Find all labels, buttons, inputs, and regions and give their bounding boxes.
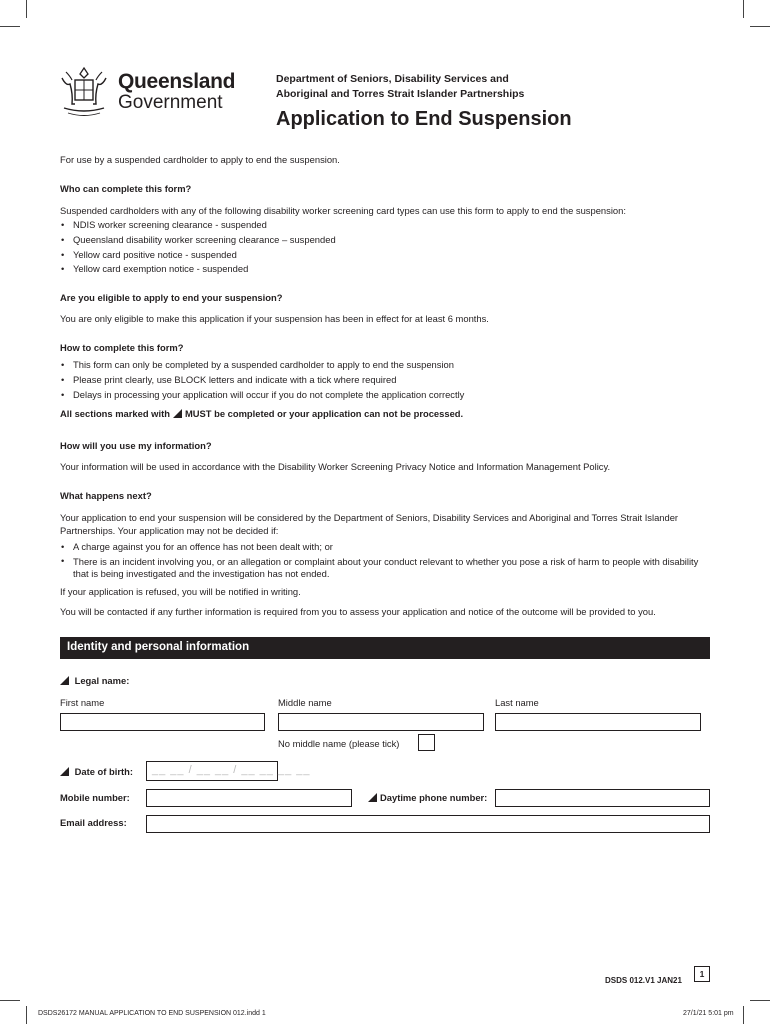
coat-of-arms-icon — [58, 64, 110, 120]
mandatory-triangle-icon — [60, 767, 69, 776]
page-title: Application to End Suspension — [276, 108, 572, 130]
first-name-field[interactable] — [60, 713, 265, 731]
mandatory-note — [60, 408, 463, 419]
legal-name-text: Legal name: — [74, 675, 130, 686]
list-item: • Yellow card exemption notice - suspended — [60, 262, 710, 277]
crop-mark — [0, 1000, 20, 1001]
queensland-government-logo — [58, 64, 236, 120]
list-item: • A charge against you for an offence has not been dealt with; or — [60, 540, 710, 555]
mandatory-note-pre: All sections marked with — [60, 408, 170, 419]
eligible-text: You are only eligible to make this application if your suspension has been in effect for at least 6 months. — [60, 313, 489, 324]
crop-mark — [750, 26, 770, 27]
list-item: • This form can only be completed by a suspended cardholder to apply to end the suspension — [60, 358, 710, 373]
next-list — [60, 540, 710, 581]
legal-name-label — [60, 675, 129, 686]
crop-mark — [0, 26, 20, 27]
crop-mark — [26, 0, 27, 18]
last-name-field[interactable] — [495, 713, 701, 731]
how-list — [60, 358, 710, 402]
eligible-heading: Are you eligible to apply to end your suspension? — [60, 292, 283, 303]
refused-text: If your application is refused, you will be notified in writing. — [60, 586, 301, 597]
mobile-label: Mobile number: — [60, 792, 130, 803]
email-label: Email address: — [60, 817, 127, 828]
list-item: • Delays in processing your application will occur if you do not complete the application correctly — [60, 388, 710, 403]
form-code: DSDS 012.V1 JAN21 — [605, 976, 682, 985]
crop-mark — [743, 1006, 744, 1024]
who-list — [60, 218, 710, 277]
section-title: Identity and personal information — [67, 641, 250, 653]
dept-line2: Aboriginal and Torres Strait Islander Partnerships — [276, 88, 525, 100]
last-name-label: Last name — [495, 697, 539, 708]
who-heading: Who can complete this form? — [60, 183, 192, 194]
list-item: • Queensland disability worker screening clearance – suspended — [60, 233, 710, 248]
list-item: • Yellow card positive notice - suspended — [60, 248, 710, 263]
email-field[interactable] — [146, 815, 710, 833]
dept-line1: Department of Seniors, Disability Services and — [276, 73, 509, 85]
mandatory-triangle-icon — [368, 793, 377, 802]
section-banner — [60, 637, 710, 659]
daytime-phone-field[interactable] — [495, 789, 710, 807]
dob-label — [60, 766, 133, 777]
list-item: • There is an incident involving you, or an allegation or complaint about your conduct relevant to whether you pose a risk of harm to people with disability that is being investigated and the investigation has not ended. — [60, 555, 710, 581]
intro-text: For use by a suspended cardholder to apply to end the suspension. — [60, 154, 340, 165]
mandatory-triangle-icon — [60, 676, 69, 685]
no-middle-name-label: No middle name (please tick) — [278, 738, 400, 749]
first-name-label: First name — [60, 697, 105, 708]
dob-placeholder: __ __ / __ __ / __ __ __ __ — [152, 764, 311, 776]
dob-text: Date of birth: — [74, 766, 133, 777]
print-slug-left: DSDS26172 MANUAL APPLICATION TO END SUSPENSION 012.indd 1 — [38, 1010, 266, 1017]
who-text: Suspended cardholders with any of the following disability worker screening card types can use this form to apply to end the suspension: — [60, 205, 626, 216]
next-text: Your application to end your suspension will be considered by the Department of Seniors, Disability Services and Aboriginal and Torres Strait Islander Partnerships. Your application may not be decided if: — [60, 512, 679, 536]
list-item: • NDIS worker screening clearance - suspended — [60, 218, 710, 233]
crop-mark — [26, 1006, 27, 1024]
info-heading: How will you use my information? — [60, 440, 212, 451]
logo-line2: Government — [118, 92, 223, 113]
list-item: • Please print clearly, use BLOCK letters and indicate with a tick where required — [60, 373, 710, 388]
print-slug-right: 27/1/21 5:01 pm — [683, 1010, 734, 1017]
middle-name-field[interactable] — [278, 713, 484, 731]
next-heading: What happens next? — [60, 490, 152, 501]
department-name — [276, 72, 576, 102]
info-text: Your information will be used in accordance with the Disability Worker Screening Privacy Notice and Information Management Policy. — [60, 461, 611, 472]
daytime-phone-text: Daytime phone number: — [380, 792, 488, 803]
crop-mark — [750, 1000, 770, 1001]
contact-text: You will be contacted if any further information is required from you to assess your application and notice of the outcome will be provided to you. — [60, 606, 656, 617]
daytime-phone-label — [368, 792, 487, 803]
middle-name-label: Middle name — [278, 697, 332, 708]
page-number: 1 — [694, 966, 710, 982]
mandatory-note-post: MUST be completed or your application can not be processed. — [184, 408, 464, 419]
mandatory-triangle-icon — [173, 409, 182, 418]
how-heading: How to complete this form? — [60, 342, 184, 353]
logo-line1: Queensland — [118, 70, 236, 93]
no-middle-name-checkbox[interactable] — [418, 734, 435, 751]
crop-mark — [743, 0, 744, 18]
mobile-field[interactable] — [146, 789, 352, 807]
